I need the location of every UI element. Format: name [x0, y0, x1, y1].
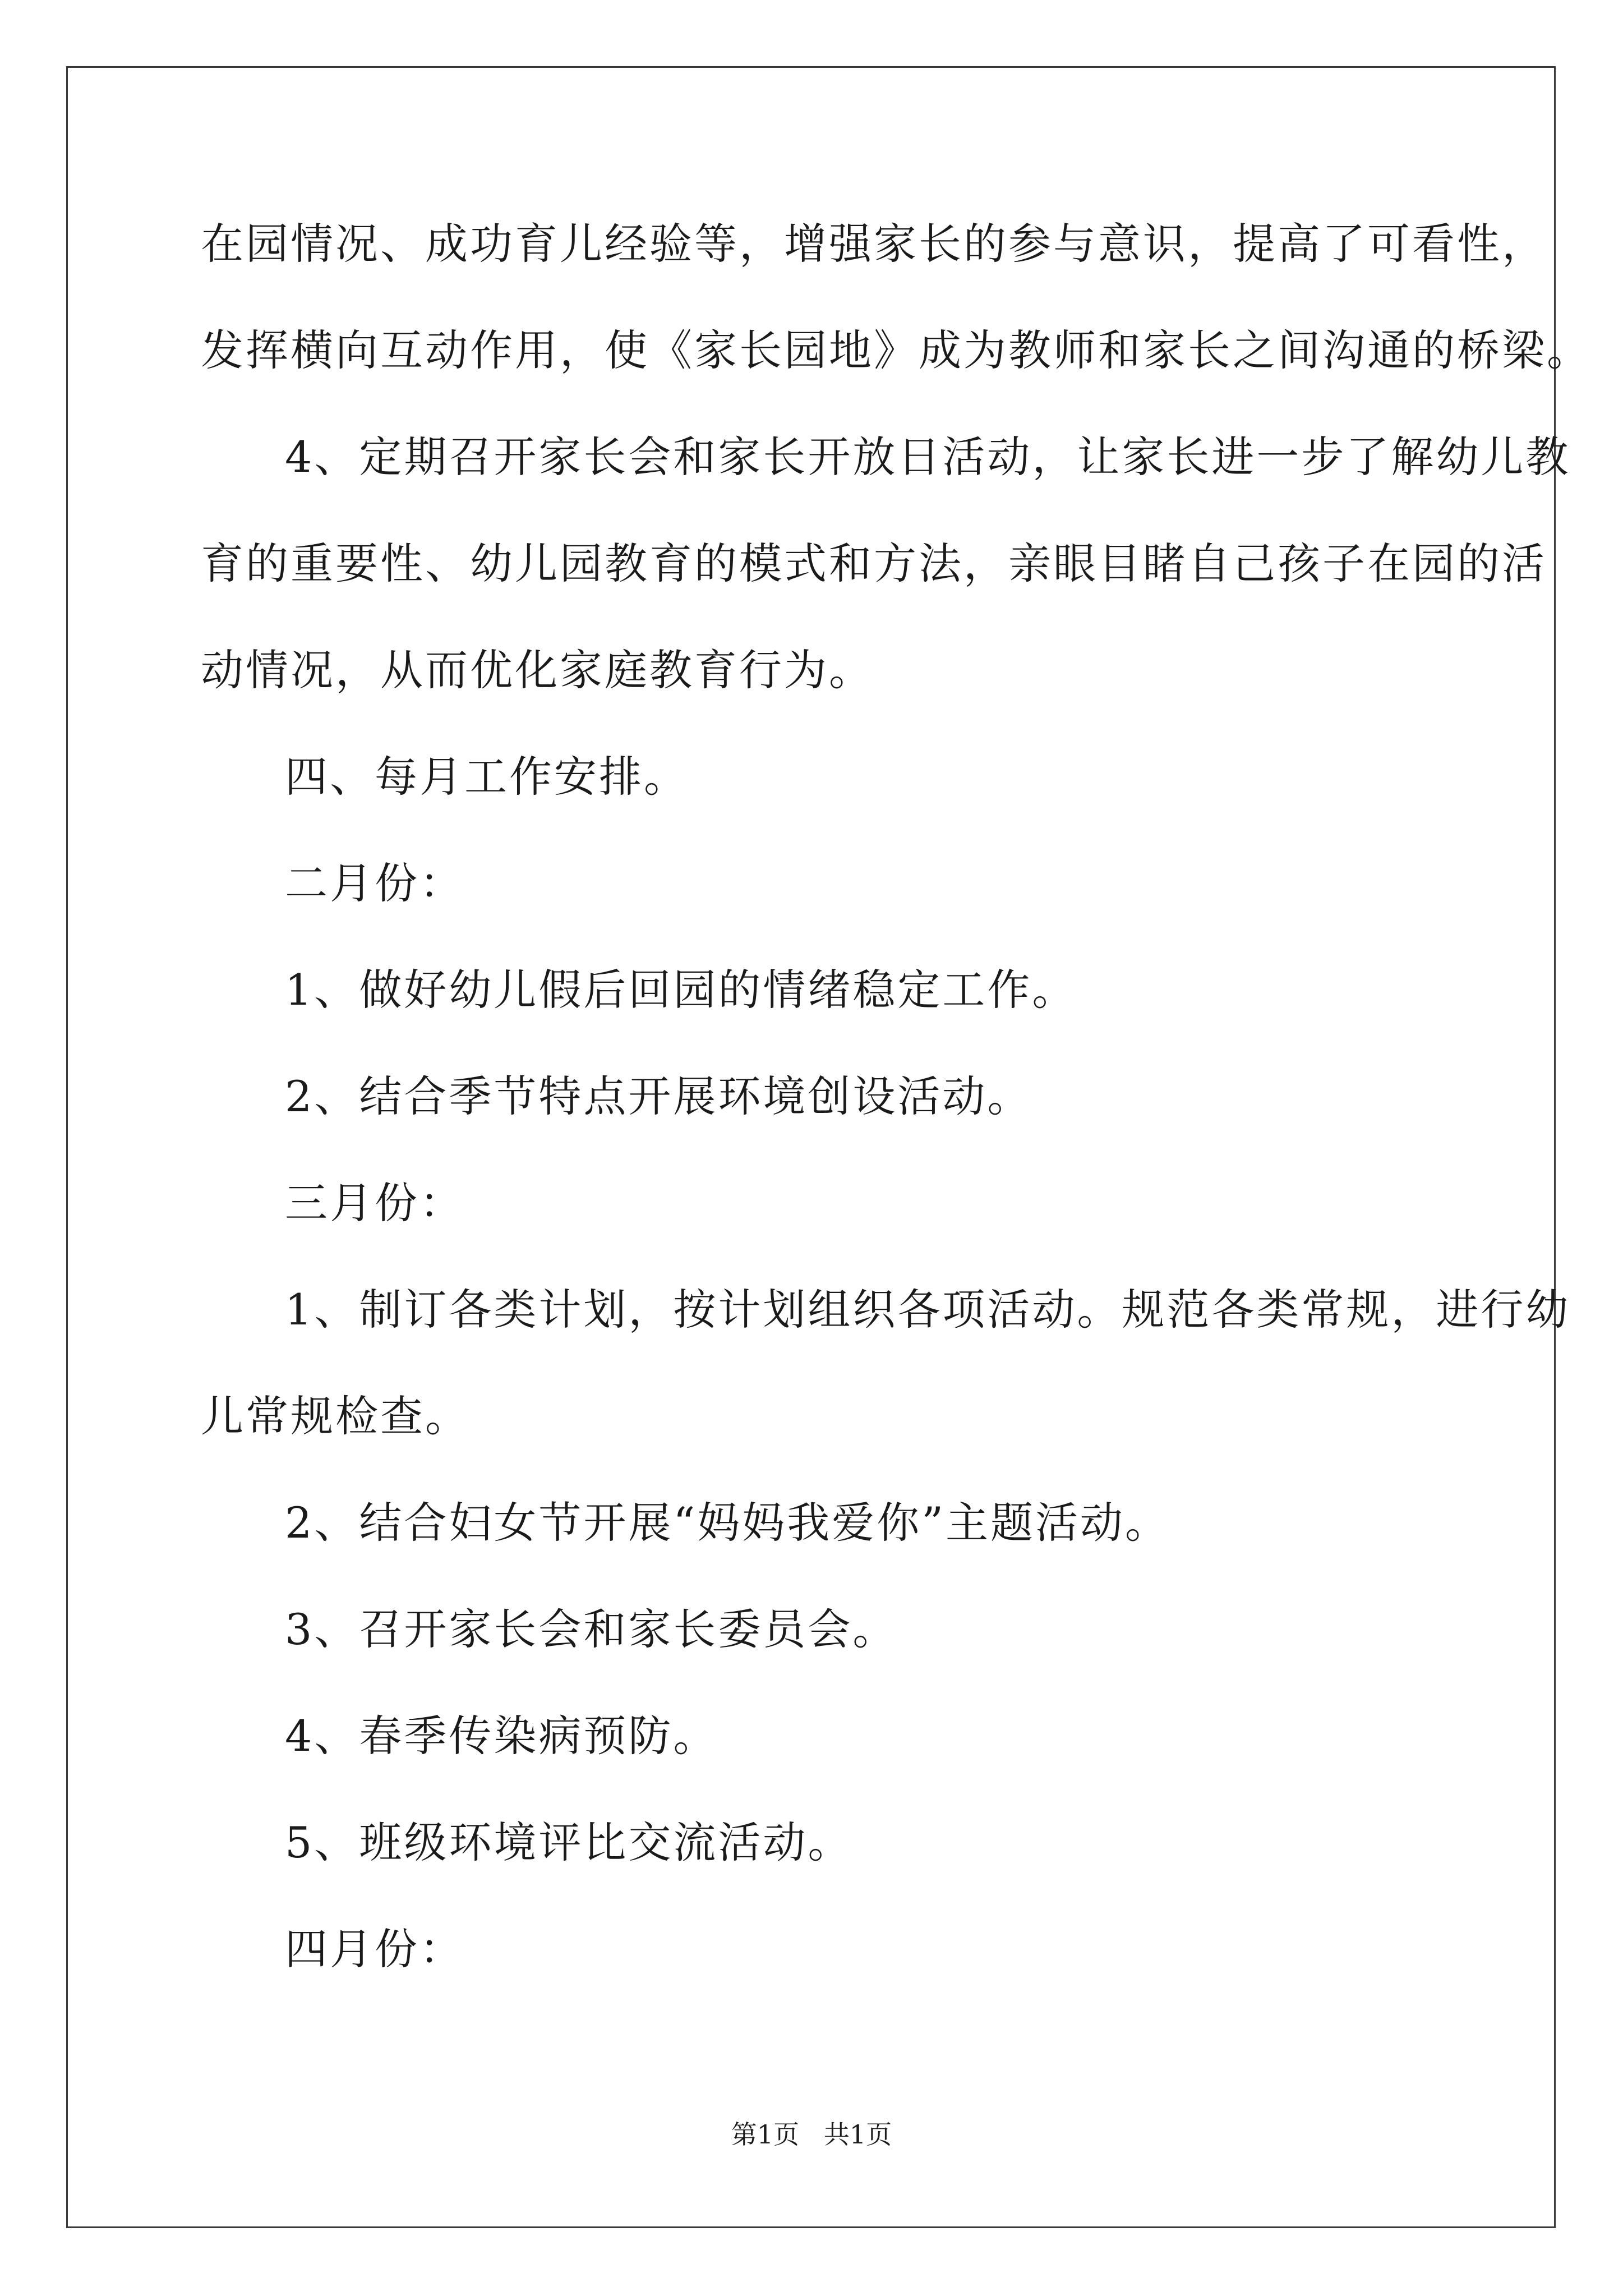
list-item: 5、班级环境评比交流活动。	[285, 1818, 853, 1867]
text-line: 4、定期召开家长会和家长开放日活动，让家长进一步了解幼儿教	[285, 432, 1571, 482]
list-item: 2、结合妇女节开展“妈妈我爱你”主题活动。	[285, 1498, 1170, 1548]
text-line: 儿常规检查。	[201, 1391, 470, 1441]
list-item: 1、制订各类计划，按计划组织各项活动。规范各类常规，进行幼	[285, 1285, 1571, 1335]
page-footer: 第1页 共1页	[731, 2119, 892, 2150]
section-heading: 四、每月工作安排。	[285, 752, 689, 802]
text-line: 在园情况、成功育儿经验等，增强家长的参与意识，提高了可看性，	[201, 219, 1547, 269]
list-item: 2、结合季节特点开展环境创设活动。	[285, 1071, 1032, 1121]
text-line: 发挥横向互动作用，使《家长园地》成为教师和家长之间沟通的桥梁。	[201, 325, 1592, 375]
text-line: 动情况，从而优化家庭教育行为。	[201, 645, 874, 695]
list-item: 1、做好幼儿假后回园的情绪稳定工作。	[285, 965, 1077, 1015]
list-item: 3、召开家长会和家长委员会。	[285, 1604, 898, 1654]
month-heading: 四月份：	[285, 1924, 464, 1974]
document-body	[201, 191, 1592, 2003]
text-line: 育的重要性、幼儿园教育的模式和方法，亲眼目睹自己孩子在园的活	[201, 539, 1547, 588]
list-item: 4、春季传染病预防。	[285, 1711, 718, 1761]
month-heading: 二月份：	[285, 858, 464, 908]
month-heading: 三月份：	[285, 1178, 464, 1228]
